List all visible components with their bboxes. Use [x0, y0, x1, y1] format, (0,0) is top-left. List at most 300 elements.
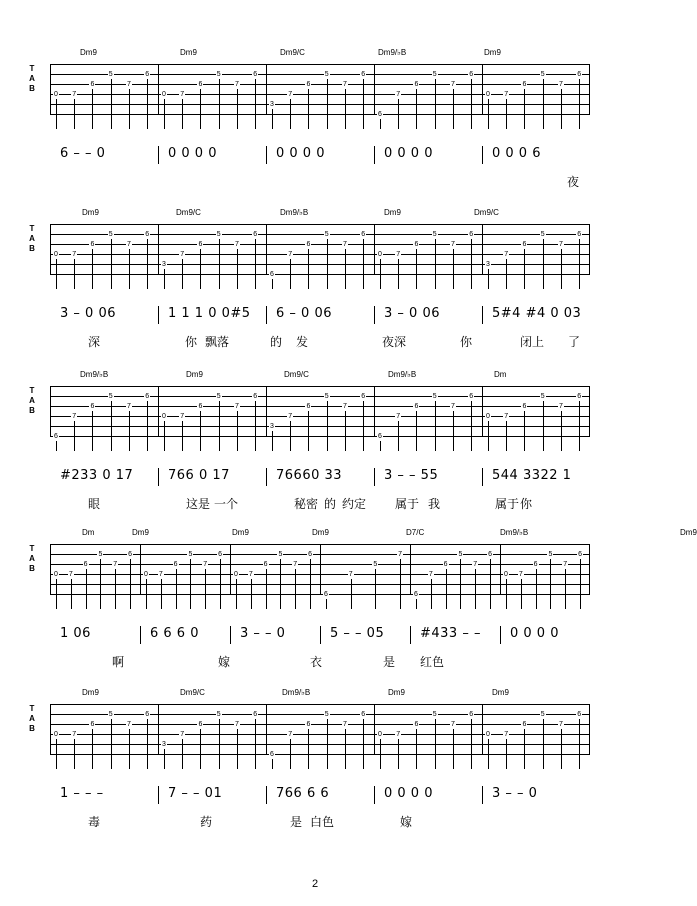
- note-stem: [363, 239, 364, 289]
- note-stem: [255, 401, 256, 451]
- fret-number: 5: [540, 393, 545, 400]
- fret-number: 7: [398, 551, 402, 558]
- lyric-text: 属于: [395, 497, 420, 511]
- fret-number: 7: [126, 81, 131, 88]
- lyric-text: 是: [290, 815, 303, 829]
- note-stem: [460, 559, 461, 609]
- lyric-text: 白色: [310, 815, 335, 829]
- tab-barline: [482, 224, 483, 274]
- fret-number: 6: [145, 231, 150, 238]
- note-stem: [200, 89, 201, 129]
- note-stem: [521, 579, 522, 609]
- fret-number: 7: [396, 731, 401, 738]
- chord-label: Dm9: [312, 528, 329, 537]
- tab-staff: [50, 544, 590, 598]
- fret-number: 6: [198, 81, 203, 88]
- note-stem: [580, 559, 581, 609]
- tab-barline: [374, 386, 375, 436]
- note-stem: [351, 579, 352, 609]
- tab-barline: [482, 386, 483, 436]
- lyric-text: 眼: [88, 497, 101, 511]
- tab-staff: [50, 386, 590, 440]
- tab-string-line: [50, 436, 590, 437]
- note-stem: [205, 569, 206, 609]
- lyric-text: 嫁: [400, 815, 413, 829]
- fret-number: 6: [308, 551, 312, 558]
- fret-number: 0: [378, 731, 382, 738]
- jianpu-measure: 1 – – –: [60, 786, 104, 801]
- note-stem: [220, 559, 221, 609]
- chord-label: Dm9/C: [474, 208, 499, 217]
- tab-clef-letter: T: [29, 386, 35, 395]
- note-stem: [561, 729, 562, 769]
- tab-barline: [158, 224, 159, 274]
- chord-label: Dm9: [180, 48, 197, 57]
- fret-number: 5: [108, 71, 113, 78]
- note-stem: [543, 719, 544, 769]
- jianpu-measure: 0 0 0 0: [384, 786, 433, 801]
- fret-number: 5: [432, 231, 437, 238]
- lyric-text: 约定: [342, 497, 367, 511]
- note-stem: [345, 249, 346, 289]
- note-stem: [536, 569, 537, 609]
- fret-number: 7: [288, 731, 293, 738]
- tab-barline: [374, 224, 375, 274]
- fret-number: 0: [378, 251, 382, 258]
- fret-number: 5: [540, 71, 545, 78]
- fret-number: 7: [450, 721, 455, 728]
- note-stem: [164, 421, 165, 451]
- jianpu-barline: [482, 468, 483, 486]
- jianpu-measure: 3 – 0 06: [384, 306, 440, 321]
- fret-number: 6: [488, 551, 492, 558]
- fret-number: 6: [253, 393, 258, 400]
- fret-number: 6: [198, 403, 203, 410]
- lyric-text: 飘落: [205, 335, 230, 349]
- note-stem: [74, 99, 75, 129]
- fret-number: 5: [108, 711, 113, 718]
- lyric-text: 你: [185, 335, 198, 349]
- fret-number: 7: [126, 403, 131, 410]
- note-stem: [327, 719, 328, 769]
- lyric-text: 属于: [495, 497, 520, 511]
- note-stem: [398, 421, 399, 451]
- fret-number: 6: [577, 393, 582, 400]
- note-stem: [550, 559, 551, 609]
- jianpu-notation: [50, 786, 590, 808]
- chord-label: Dm9/♭B: [378, 48, 407, 57]
- chord-label: Dm9: [388, 688, 405, 697]
- fret-number: 7: [342, 81, 347, 88]
- note-stem: [161, 579, 162, 609]
- note-stem: [56, 579, 57, 609]
- lyric-text: 深: [88, 335, 101, 349]
- tab-barline: [266, 704, 267, 754]
- fret-number: 5: [216, 393, 221, 400]
- tab-string-line: [50, 744, 590, 745]
- note-stem: [380, 739, 381, 769]
- note-stem: [236, 579, 237, 609]
- note-stem: [251, 579, 252, 609]
- note-stem: [272, 109, 273, 129]
- fret-number: 7: [126, 241, 131, 248]
- note-stem: [488, 421, 489, 451]
- fret-number: 7: [396, 91, 401, 98]
- fret-number: 7: [473, 561, 478, 568]
- lyric-text: 嫁: [218, 655, 231, 669]
- fret-number: 5: [216, 231, 221, 238]
- note-stem: [506, 259, 507, 289]
- fret-number: 7: [504, 251, 509, 258]
- fret-number: 5: [540, 711, 545, 718]
- jianpu-measure: 7 – – 01: [168, 786, 223, 801]
- fret-number: 0: [144, 571, 148, 578]
- jianpu-measure: 766 6 6: [276, 786, 330, 801]
- fret-number: 7: [450, 241, 455, 248]
- note-stem: [345, 411, 346, 451]
- note-stem: [130, 559, 131, 609]
- note-stem: [111, 239, 112, 289]
- fret-number: 6: [270, 271, 274, 278]
- note-stem: [56, 441, 57, 451]
- fret-number: 5: [216, 71, 221, 78]
- fret-number: 7: [348, 571, 353, 578]
- note-stem: [129, 729, 130, 769]
- chord-label: Dm9/C: [176, 208, 201, 217]
- system-2: [0, 208, 640, 386]
- fret-number: 5: [278, 551, 283, 558]
- fret-number: 6: [90, 403, 95, 410]
- tab-barline: [410, 544, 411, 594]
- note-stem: [400, 559, 401, 609]
- fret-number: 0: [54, 91, 58, 98]
- tab-barline: [266, 64, 267, 114]
- fret-number: 7: [234, 241, 239, 248]
- note-stem: [453, 411, 454, 451]
- jianpu-barline: [266, 306, 267, 324]
- note-stem: [147, 239, 148, 289]
- tab-clef-letter: B: [29, 244, 35, 253]
- note-stem: [398, 259, 399, 289]
- fret-number: 3: [162, 261, 166, 268]
- fret-number: 7: [180, 91, 185, 98]
- tab-string-line: [50, 74, 590, 75]
- fret-number: 6: [306, 241, 311, 248]
- jianpu-measure: 0 0 0 0: [276, 146, 325, 161]
- note-stem: [380, 259, 381, 289]
- fret-number: 7: [504, 731, 509, 738]
- chord-label: Dm9/C: [180, 688, 205, 697]
- note-stem: [182, 99, 183, 129]
- tab-clef-letter: B: [29, 724, 35, 733]
- fret-number: 5: [108, 393, 113, 400]
- fret-number: 7: [558, 81, 563, 88]
- chord-label: Dm9/♭B: [388, 370, 417, 379]
- note-stem: [272, 279, 273, 289]
- note-stem: [255, 239, 256, 289]
- jianpu-measure: 3 – – 0: [492, 786, 538, 801]
- fret-number: 6: [253, 711, 258, 718]
- note-stem: [219, 239, 220, 289]
- note-stem: [524, 729, 525, 769]
- tab-clef-letter: T: [29, 544, 35, 553]
- tab-clef: [25, 224, 39, 254]
- tab-barline: [230, 544, 231, 594]
- note-stem: [398, 739, 399, 769]
- tab-string-line: [50, 114, 590, 115]
- fret-number: 5: [548, 551, 553, 558]
- jianpu-measure: 76660 33: [276, 468, 343, 483]
- fret-number: 6: [522, 403, 527, 410]
- note-stem: [398, 99, 399, 129]
- tab-string-line: [50, 704, 590, 705]
- fret-number: 0: [162, 413, 166, 420]
- fret-number: 0: [486, 413, 490, 420]
- note-stem: [579, 719, 580, 769]
- tab-clef-letter: T: [29, 224, 35, 233]
- fret-number: 7: [504, 413, 509, 420]
- note-stem: [380, 441, 381, 451]
- jianpu-measure: 3 – – 55: [384, 468, 439, 483]
- jianpu-measure: 0 0 0 0: [384, 146, 433, 161]
- chord-label: Dm9/♭B: [500, 528, 529, 537]
- note-stem: [453, 89, 454, 129]
- tab-clef-letter: A: [29, 396, 35, 405]
- jianpu-notation: [50, 306, 590, 328]
- system-1: [0, 48, 640, 226]
- lyric-text: 秘密: [294, 497, 319, 511]
- note-stem: [111, 719, 112, 769]
- note-stem: [71, 579, 72, 609]
- fret-number: 7: [342, 403, 347, 410]
- jianpu-measure: 5 – – 05: [330, 626, 385, 641]
- note-stem: [129, 411, 130, 451]
- note-stem: [524, 411, 525, 451]
- fret-number: 0: [54, 251, 58, 258]
- note-stem: [561, 249, 562, 289]
- lyric-text: 一个: [214, 497, 239, 511]
- fret-number: 7: [72, 91, 77, 98]
- chord-label: Dm9: [132, 528, 149, 537]
- note-stem: [543, 79, 544, 129]
- tab-clef-letter: A: [29, 714, 35, 723]
- tab-barline: [158, 64, 159, 114]
- jianpu-barline: [410, 626, 411, 644]
- fret-number: 7: [450, 81, 455, 88]
- note-stem: [561, 89, 562, 129]
- lyric-text: 药: [200, 815, 213, 829]
- jianpu-barline: [158, 786, 159, 804]
- note-stem: [475, 569, 476, 609]
- chord-label: Dm9/♭B: [282, 688, 311, 697]
- note-stem: [164, 99, 165, 129]
- tab-string-line: [50, 104, 590, 105]
- tab-string-line: [50, 274, 590, 275]
- fret-number: 7: [558, 403, 563, 410]
- note-stem: [363, 401, 364, 451]
- chord-label: Dm9/♭B: [280, 208, 309, 217]
- note-stem: [176, 569, 177, 609]
- note-stem: [416, 249, 417, 289]
- tab-barline: [158, 704, 159, 754]
- jianpu-measure: 6 – – 0: [60, 146, 106, 161]
- fret-number: 7: [293, 561, 298, 568]
- note-stem: [375, 569, 376, 609]
- jianpu-measure: 0 0 0 0: [168, 146, 217, 161]
- note-stem: [506, 739, 507, 769]
- fret-number: 5: [324, 231, 329, 238]
- tab-barline: [50, 386, 51, 436]
- fret-number: 5: [540, 231, 545, 238]
- fret-number: 6: [522, 721, 527, 728]
- lyric-text: 闭上: [520, 335, 545, 349]
- note-stem: [579, 239, 580, 289]
- system-5: [0, 688, 640, 866]
- tab-barline: [140, 544, 141, 594]
- fret-number: 7: [288, 251, 293, 258]
- note-stem: [237, 249, 238, 289]
- fret-number: 6: [361, 231, 366, 238]
- fret-number: 7: [288, 91, 293, 98]
- fret-number: 6: [145, 711, 150, 718]
- tab-clef: [25, 386, 39, 416]
- fret-number: 6: [443, 561, 448, 568]
- jianpu-measure: 5#4 #4 0 03: [492, 306, 582, 321]
- chord-label: Dm9/C: [280, 48, 305, 57]
- lyric-text: 夜: [567, 175, 580, 189]
- tab-clef: [25, 64, 39, 94]
- fret-number: 6: [306, 721, 311, 728]
- jianpu-barline: [266, 146, 267, 164]
- fret-number: 7: [203, 561, 208, 568]
- lyric-text: 我: [428, 497, 441, 511]
- note-stem: [363, 719, 364, 769]
- jianpu-barline: [230, 626, 231, 644]
- chord-label: Dm9: [492, 688, 509, 697]
- note-stem: [310, 559, 311, 609]
- note-stem: [200, 249, 201, 289]
- fret-number: 5: [373, 561, 378, 568]
- fret-number: 7: [234, 81, 239, 88]
- note-stem: [290, 99, 291, 129]
- fret-number: 6: [414, 591, 418, 598]
- fret-number: 5: [324, 711, 329, 718]
- tab-clef-letter: A: [29, 554, 35, 563]
- note-stem: [147, 719, 148, 769]
- tab-staff: [50, 704, 590, 758]
- note-stem: [182, 259, 183, 289]
- chord-label: Dm9: [384, 208, 401, 217]
- lyric-text: 了: [568, 335, 581, 349]
- tab-staff: [50, 224, 590, 278]
- note-stem: [327, 239, 328, 289]
- fret-number: 7: [342, 241, 347, 248]
- fret-number: 6: [145, 71, 150, 78]
- tab-barline: [482, 704, 483, 754]
- tab-barline: [266, 224, 267, 274]
- tab-clef-letter: T: [29, 704, 35, 713]
- lyric-text: 你: [460, 335, 473, 349]
- note-stem: [147, 79, 148, 129]
- note-stem: [308, 89, 309, 129]
- jianpu-measure: 0 0 0 6: [492, 146, 541, 161]
- fret-number: 3: [486, 261, 490, 268]
- fret-number: 5: [432, 393, 437, 400]
- jianpu-measure: 6 6 6 0: [150, 626, 199, 641]
- jianpu-barline: [140, 626, 141, 644]
- note-stem: [74, 421, 75, 451]
- fret-number: 0: [504, 571, 508, 578]
- fret-number: 6: [145, 393, 150, 400]
- chord-label: Dm9: [186, 370, 203, 379]
- note-stem: [363, 79, 364, 129]
- note-stem: [416, 411, 417, 451]
- note-stem: [471, 239, 472, 289]
- fret-number: 6: [54, 433, 58, 440]
- fret-number: 6: [414, 403, 419, 410]
- fret-number: 7: [504, 91, 509, 98]
- fret-number: 7: [234, 721, 239, 728]
- fret-number: 5: [458, 551, 463, 558]
- chord-label: Dm9: [680, 528, 697, 537]
- jianpu-measure: 766 0 17: [168, 468, 230, 483]
- fret-number: 6: [128, 551, 132, 558]
- fret-number: 7: [563, 561, 568, 568]
- fret-number: 7: [428, 571, 433, 578]
- tab-string-line: [50, 386, 590, 387]
- fret-number: 7: [450, 403, 455, 410]
- note-stem: [272, 759, 273, 769]
- lyric-text: 夜深: [382, 335, 407, 349]
- fret-number: 7: [113, 561, 118, 568]
- jianpu-barline: [158, 468, 159, 486]
- jianpu-barline: [482, 306, 483, 324]
- tab-barline: [50, 64, 51, 114]
- fret-number: 5: [432, 711, 437, 718]
- jianpu-barline: [158, 306, 159, 324]
- note-stem: [255, 79, 256, 129]
- fret-number: 6: [198, 241, 203, 248]
- fret-number: 6: [361, 711, 366, 718]
- chord-label: Dm9: [82, 688, 99, 697]
- chord-label: Dm: [82, 528, 95, 537]
- tab-clef-letter: A: [29, 74, 35, 83]
- note-stem: [86, 569, 87, 609]
- jianpu-measure: 1 1 1 0 0#5: [168, 306, 251, 321]
- fret-number: 6: [578, 551, 582, 558]
- tab-clef-letter: B: [29, 84, 35, 93]
- note-stem: [182, 421, 183, 451]
- fret-number: 7: [180, 251, 185, 258]
- note-stem: [380, 119, 381, 129]
- note-stem: [446, 569, 447, 609]
- fret-number: 6: [253, 71, 258, 78]
- note-stem: [490, 559, 491, 609]
- note-stem: [147, 401, 148, 451]
- note-stem: [453, 729, 454, 769]
- note-stem: [129, 89, 130, 129]
- note-stem: [190, 559, 191, 609]
- lyric-text: 是: [383, 655, 396, 669]
- fret-number: 6: [173, 561, 178, 568]
- note-stem: [435, 401, 436, 451]
- fret-number: 6: [577, 71, 582, 78]
- note-stem: [524, 89, 525, 129]
- note-stem: [326, 599, 327, 609]
- note-stem: [92, 249, 93, 289]
- tab-barline: [50, 544, 51, 594]
- tab-barline: [374, 704, 375, 754]
